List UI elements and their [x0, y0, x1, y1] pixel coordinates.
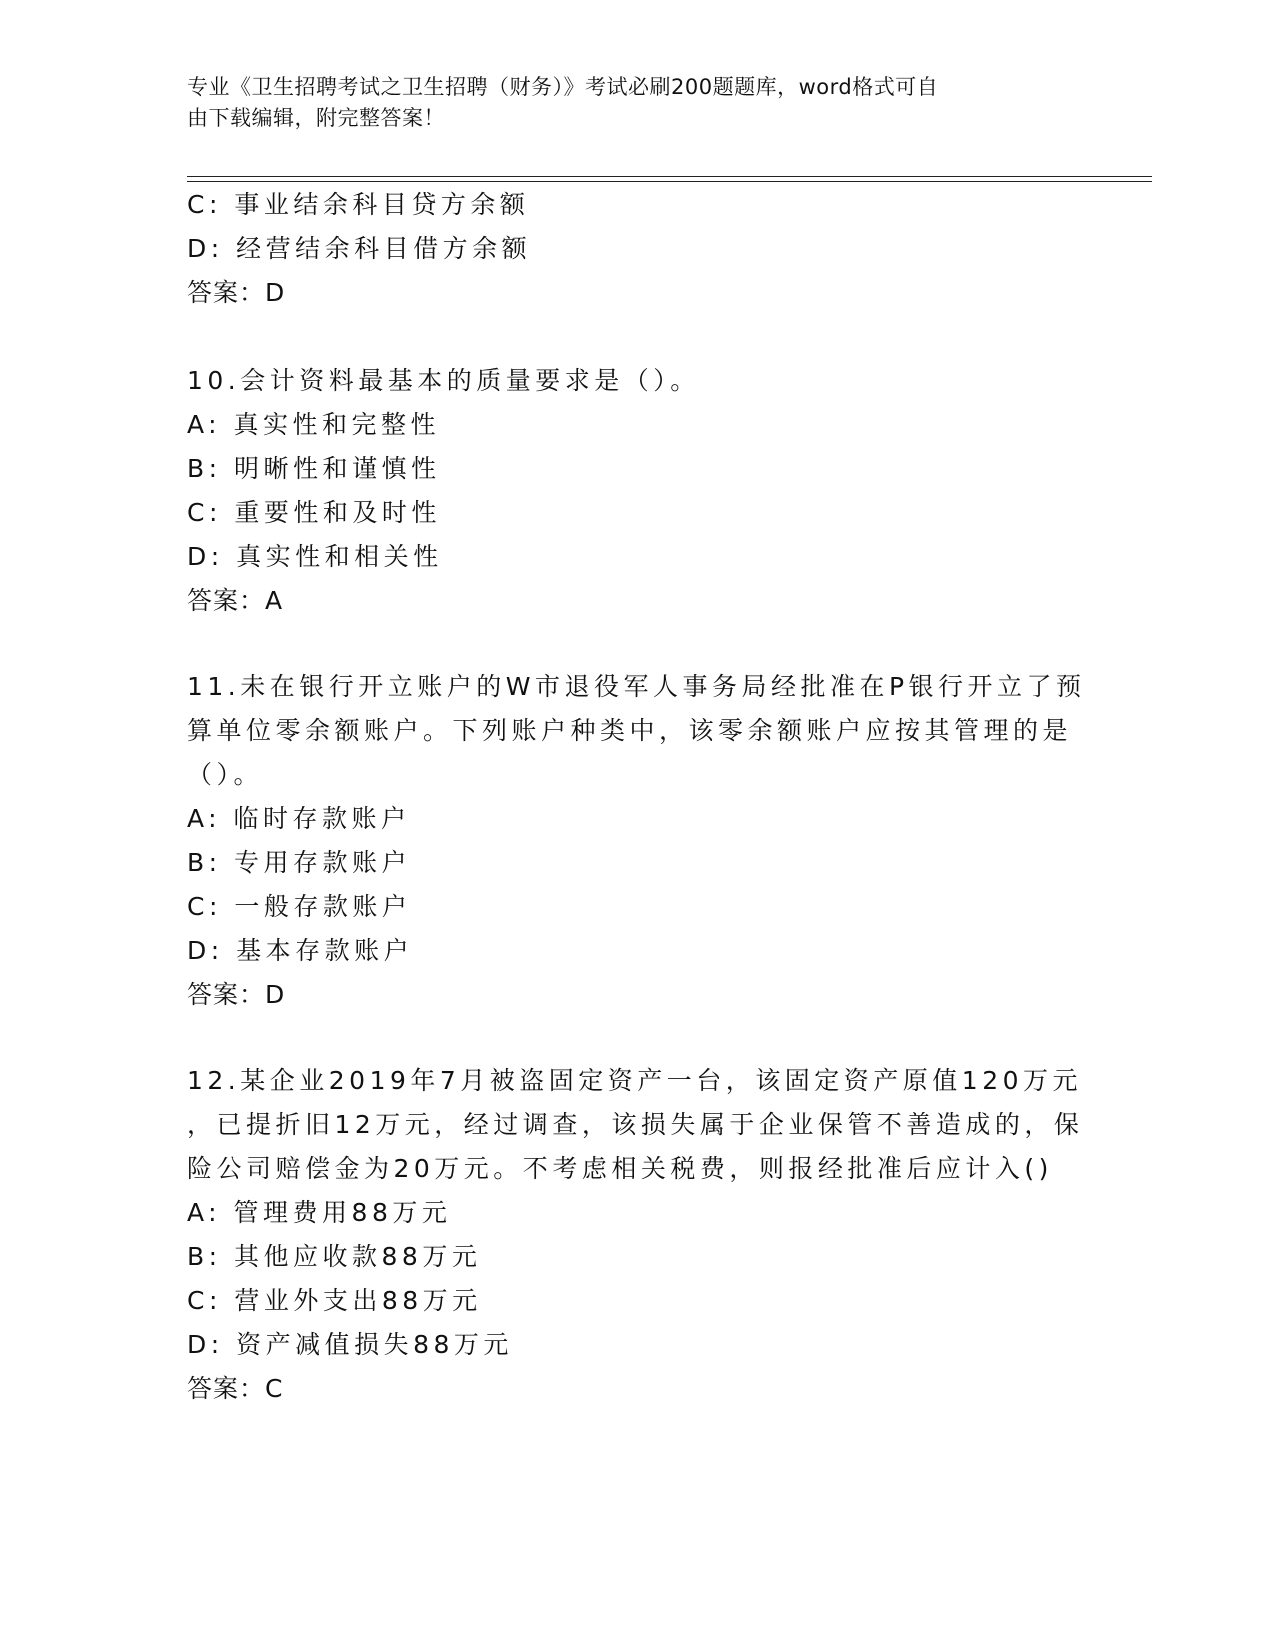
q12-option-a: A: 管理费用88万元 — [187, 1198, 452, 1227]
q11-answer: 答案：D — [187, 980, 286, 1009]
header-divider-bottom — [187, 181, 1152, 182]
q10-option-c: C: 重要性和及时性 — [187, 498, 441, 527]
header-divider-top — [187, 176, 1152, 177]
q12-option-c: C: 营业外支出88万元 — [187, 1286, 482, 1315]
q11-stem-line-1: 11.未在银行开立账户的W市退役军人事务局经批准在P银行开立了预 — [187, 672, 1086, 701]
q12-stem-line-1: 12.某企业2019年7月被盗固定资产一台，该固定资产原值120万元 — [187, 1066, 1083, 1095]
q11-option-a: A: 临时存款账户 — [187, 804, 411, 833]
q10-answer: 答案：A — [187, 586, 284, 615]
q12-answer: 答案：C — [187, 1374, 284, 1403]
q11-option-d: D: 基本存款账户 — [187, 936, 414, 965]
q9-option-d: D: 经营结余科目借方余额 — [187, 234, 532, 263]
q10-stem: 10.会计资料最基本的质量要求是（）。 — [187, 366, 700, 395]
q11-stem-line-3: （）。 — [187, 760, 264, 789]
q10-option-b: B: 明晰性和谨慎性 — [187, 454, 441, 483]
q12-stem-line-3: 险公司赔偿金为20万元。不考虑相关税费，则报经批准后应计入() — [187, 1154, 1053, 1183]
q10-option-d: D: 真实性和相关性 — [187, 542, 443, 571]
q11-option-c: C: 一般存款账户 — [187, 892, 412, 921]
q10-option-a: A: 真实性和完整性 — [187, 410, 441, 439]
q11-stem-line-2: 算单位零余额账户。下列账户种类中，该零余额账户应按其管理的是 — [187, 716, 1073, 745]
header-line-2: 由下载编辑，附完整答案！ — [187, 106, 445, 130]
document-header — [187, 72, 1067, 134]
q12-option-b: B: 其他应收款88万元 — [187, 1242, 482, 1271]
q11-option-b: B: 专用存款账户 — [187, 848, 412, 877]
q9-answer: 答案：D — [187, 278, 286, 307]
q12-option-d: D: 资产减值损失88万元 — [187, 1330, 513, 1359]
q12-stem-line-2: ，已提折旧12万元，经过调查，该损失属于企业保管不善造成的，保 — [187, 1110, 1084, 1139]
q9-option-c: C: 事业结余科目贷方余额 — [187, 190, 530, 219]
header-line-1: 专业《卫生招聘考试之卫生招聘（财务）》考试必刷200题题库，word格式可自 — [187, 75, 939, 99]
